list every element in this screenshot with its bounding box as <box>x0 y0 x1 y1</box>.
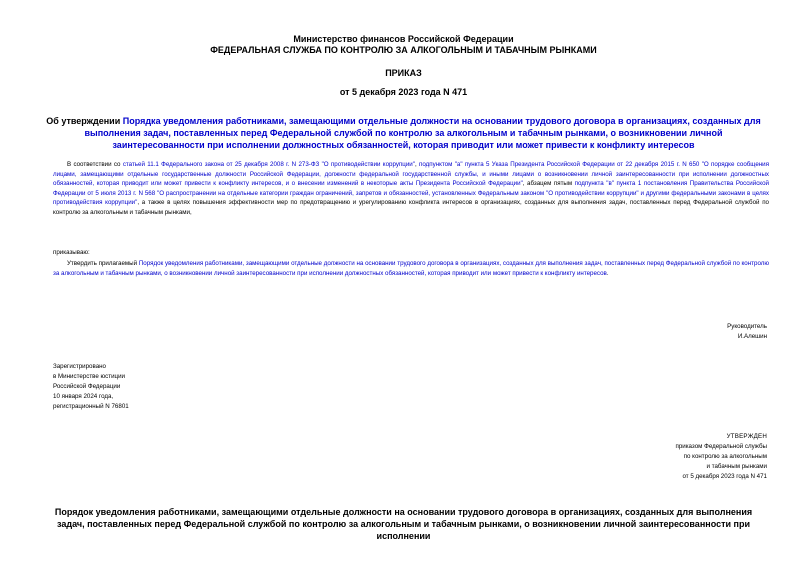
paragraph-approve <box>53 259 769 278</box>
basis-link-resolution[interactable]: подпункта "в" пункта 1 постановления Правительства Российской Федерации от 5 июля 2013 г. N 568 "О распространении на отдельные категории граждан ограничений, запретов и обязанностей, установленных Федеральным законом "О противодействии коррупции" и другими федеральными законами в целях противодействия коррупции" <box>53 180 769 207</box>
registration-line: регистрационный N 76801 <box>53 403 129 410</box>
approved-head: УТВЕРЖДЕН <box>726 433 767 440</box>
registration-line: в Министерстве юстиции <box>53 373 126 380</box>
approved-line: по контролю за алкогольным <box>683 453 767 460</box>
basis-link-decree[interactable]: подпунктом "а" пункта 5 Указа Президента Российской Федерации от 22 декабря 2015 г. N 650 "О порядке сообщения лицами, замещающими отдельные государственные должности Российской Федерации, должности федеральной государственной службы, и иными лицами о возникновении личной заинтересованности при исполнении должностных обязанностей, которая приводит или может привести к конфликту интересов, и о внесении изменений в некоторые акты Президента Российской Федерации" <box>53 161 769 188</box>
approved-line: и табачным рынками <box>706 463 767 470</box>
approved-line: приказом Федеральной службы <box>675 443 767 450</box>
approve-text-b: . <box>606 269 609 277</box>
basis-text-a: В соответствии со <box>67 161 123 168</box>
paragraph-basis <box>53 160 769 218</box>
signature-position: Руководитель <box>727 323 767 330</box>
document-title <box>40 115 767 151</box>
approve-text-a: Утвердить прилагаемый <box>67 260 139 267</box>
registration-line: 10 января 2024 года, <box>53 393 114 400</box>
title-link[interactable]: Порядка уведомления работниками, замещающими отдельные должности на основании трудового договора в организациях, созданных для выполнения задач, поставленных перед Федеральной службой по контролю за алкогольным и табачным рынками, о возникновении личной заинтересованности при исполнении должностных обязанностей, которая приводит или может привести к конфликту интересов <box>84 116 761 150</box>
signature-name: И.Алешин <box>737 333 767 340</box>
registration-line: Зарегистрировано <box>53 363 106 370</box>
approved-block <box>675 432 767 482</box>
paragraph-order: приказываю: <box>53 249 90 256</box>
registration-block <box>53 362 129 412</box>
registration-line: Российской Федерации <box>53 383 121 390</box>
document-date: от 5 декабря 2023 года N 471 <box>339 87 468 97</box>
procedure-title: Порядок уведомления работниками, замещающими отдельные должности на основании трудового договора в организациях, созданных для выполнения задач, поставленных перед Федеральной службой по контролю за алкогольным и табачным рынками, о возникновении личной заинтересованности при исполнении <box>54 507 753 541</box>
basis-text-b: , <box>414 161 419 168</box>
service-name: ФЕДЕРАЛЬНАЯ СЛУЖБА ПО КОНТРОЛЮ ЗА АЛКОГОЛЬНЫМ И ТАБАЧНЫМ РЫНКАМИ <box>210 45 597 55</box>
approve-link-procedure[interactable]: Порядок уведомления работниками, замещающими отдельные должности на основании трудового договора в организациях, созданных для выполнения задач, поставленных перед Федеральной службой по контролю за алкогольным и табачным рынками, о возникновении личной заинтересованности при исполнении должностных обязанностей, которая приводит или может привести к конфликту интересов <box>53 260 769 277</box>
approved-line: от 5 декабря 2023 года N 471 <box>682 473 767 480</box>
signature-block <box>727 322 767 342</box>
title-prefix: Об утверждении <box>46 116 123 126</box>
basis-link-law[interactable]: статьей 11.1 Федерального закона от 25 декабря 2008 г. N 273-ФЗ "О противодействии коррупции" <box>122 161 415 168</box>
ministry-name: Министерство финансов Российской Федерации <box>293 34 514 44</box>
basis-text-c: , абзацем пятым <box>522 180 575 188</box>
document-type: ПРИКАЗ <box>385 68 422 78</box>
basis-text-d: , а также в целях повышения эффективности мер по предотвращению и урегулированию конфликта интересов в организациях, созданных для выполнения задач, поставленных перед Федеральной службой по контролю за алкогольным и табачным рынками, <box>53 199 769 216</box>
